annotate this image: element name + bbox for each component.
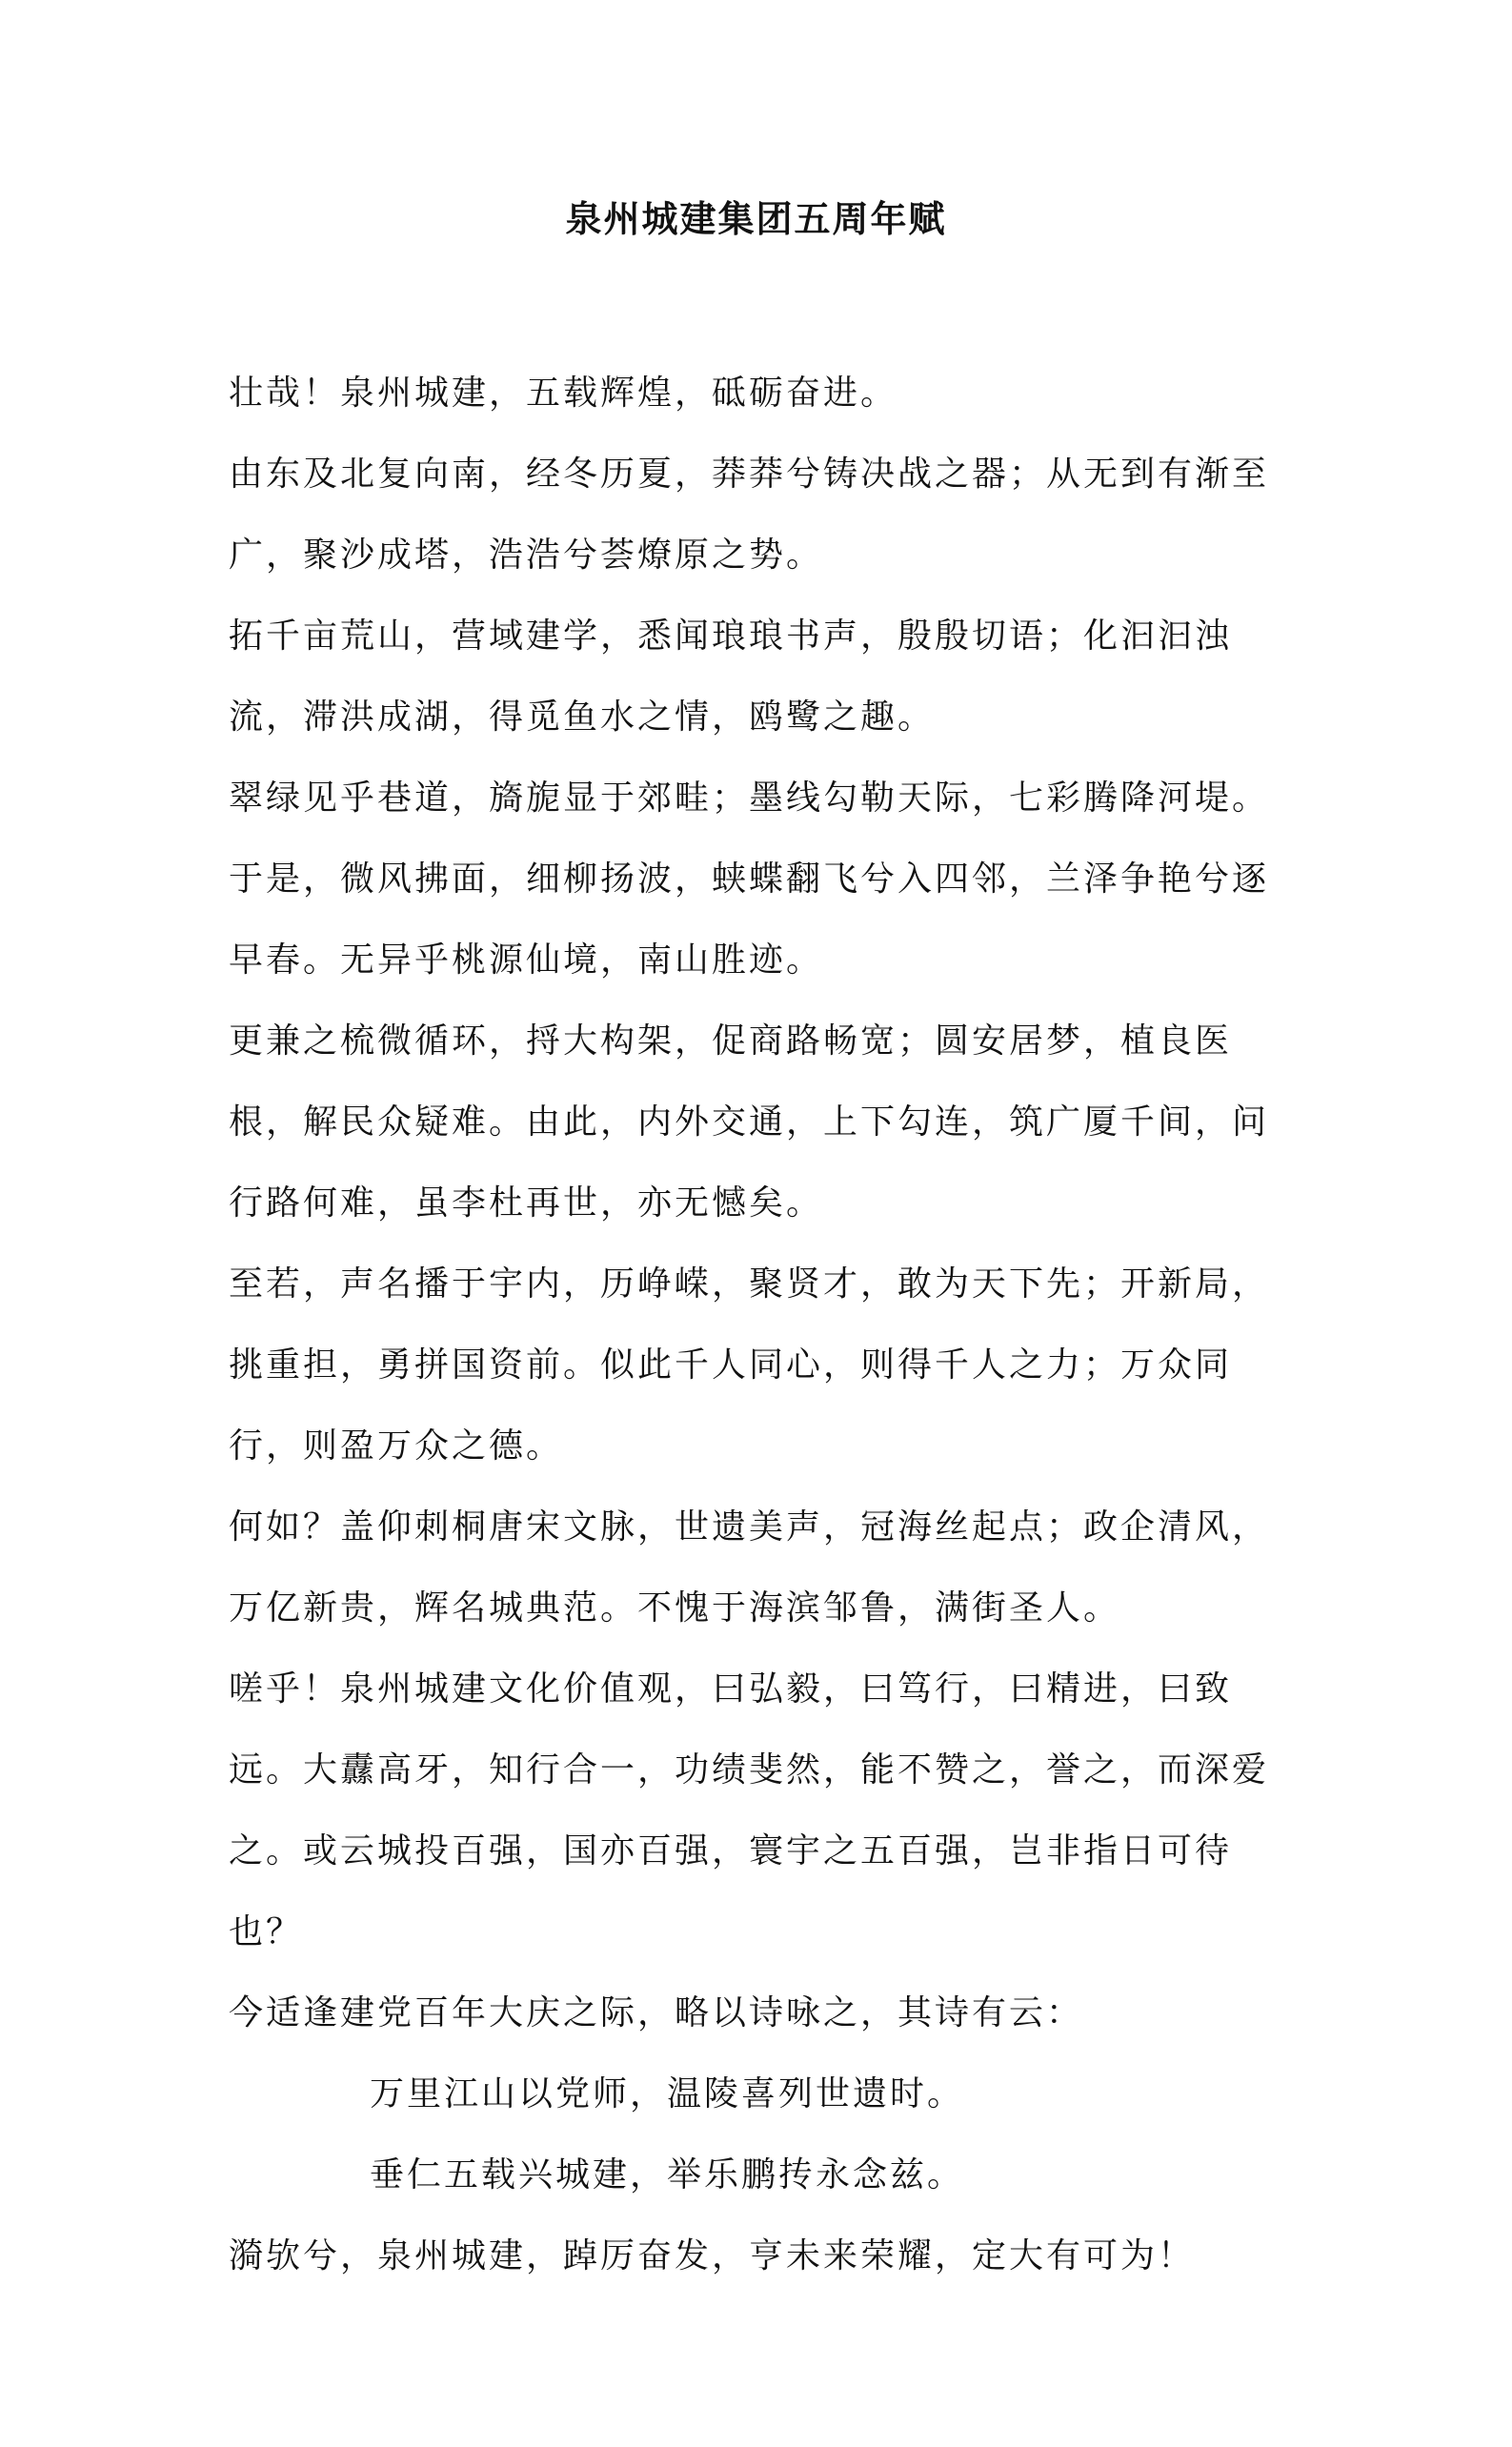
closing-paragraph: 漪欤兮，泉州城建，踔厉奋发，亨未来荣耀，定大有可为！	[229, 2236, 1196, 2275]
paragraph-8: 嗟乎！泉州城建文化价值观，曰弘毅，曰笃行，曰精进，曰致远。大纛高牙，知行合一，功绩斐然，能不赞之，誉之，而深爱之。或云城投百强，国亦百强，寰宇之五百强，岂非指日可待也？	[229, 1669, 1270, 1952]
paragraph-9: 今适逢建党百年大庆之际，略以诗咏之，其诗有云：	[229, 1993, 1084, 2032]
paragraph-3: 拓千亩荒山，营域建学，悉闻琅琅书声，殷殷切语；化汩汩浊流，滞洪成湖，得觅鱼水之情，鸥鹭之趣。	[229, 617, 1233, 737]
paragraph-4: 翠绿见乎巷道，旖旎显于郊畦；墨线勾勒天际，七彩腾降河堤。于是，微风拂面，细柳扬波，蛱蝶翻飞兮入四邻，兰泽争艳兮逐早春。无异乎桃源仙境，南山胜迹。	[229, 779, 1270, 980]
document-body	[229, 353, 1305, 2296]
paragraph-5: 更兼之梳微循环，捋大构架，促商路畅宽；圆安居梦，植良医根，解民众疑难。由此，内外交通，上下勾连，筑广厦千间，问行路何难，虽李杜再世，亦无憾矣。	[229, 1021, 1270, 1223]
poem-line-2: 垂仁五载兴城建，举乐鹏抟永念兹。	[370, 2155, 965, 2194]
paragraph-6: 至若，声名播于宇内，历峥嵘，聚贤才，敢为天下先；开新局，挑重担，勇拼国资前。似此千人同心，则得千人之力；万众同行，则盈万众之德。	[229, 1264, 1270, 1466]
paragraph-2: 由东及北复向南，经冬历夏，莽莽兮铸决战之器；从无到有渐至广，聚沙成塔，浩浩兮荟燎原之势。	[229, 455, 1270, 575]
paragraph-7: 何如？盖仰刺桐唐宋文脉，世遗美声，冠海丝起点；政企清风，万亿新贵，辉名城典范。不愧于海滨邹鲁，满街圣人。	[229, 1507, 1270, 1628]
document-title: 泉州城建集团五周年赋	[565, 197, 947, 240]
paragraph-1: 壮哉！泉州城建，五载辉煌，砥砺奋进。	[229, 374, 898, 413]
poem-line-1: 万里江山以党师，温陵喜列世遗时。	[370, 2074, 965, 2113]
